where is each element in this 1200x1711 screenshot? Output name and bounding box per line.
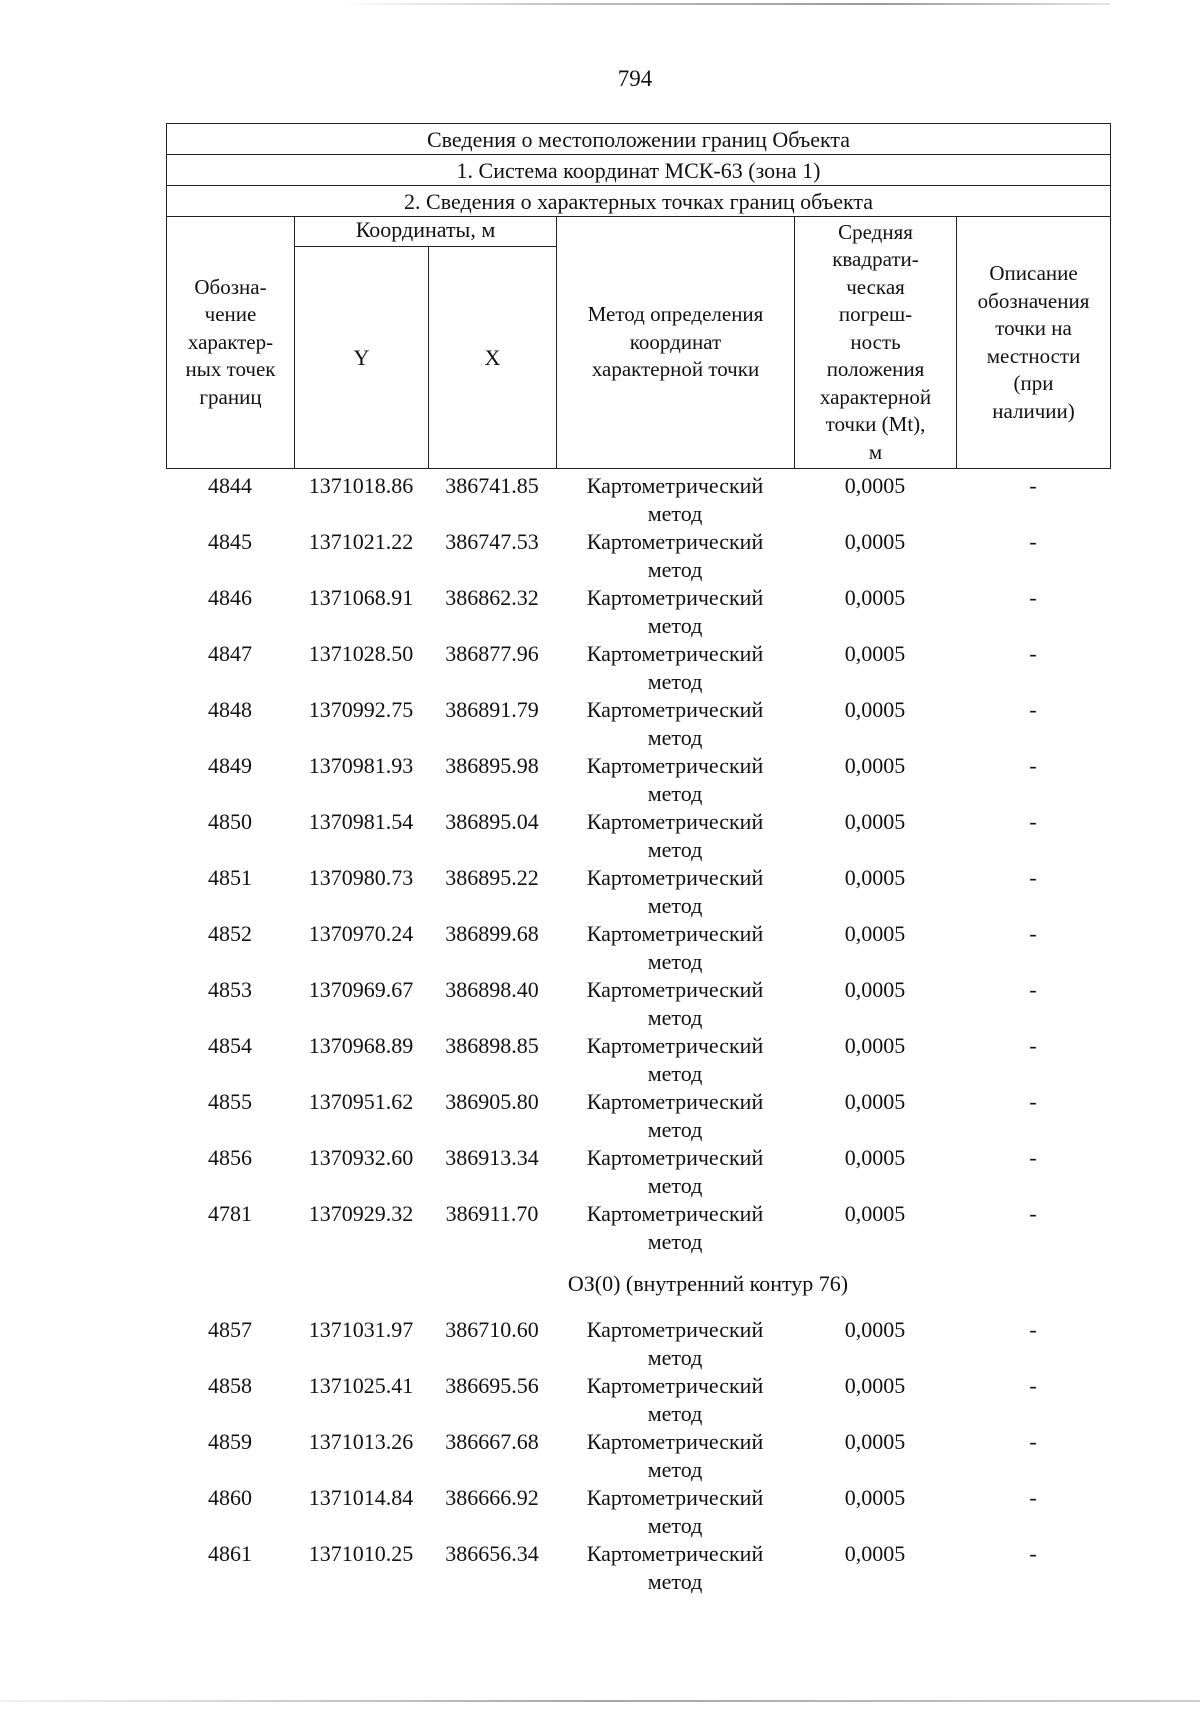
point-id: 4857 bbox=[208, 1317, 252, 1342]
description: - bbox=[1029, 641, 1037, 666]
error: 0,0005 bbox=[844, 921, 906, 946]
coord-x: 386710.60 bbox=[445, 1317, 539, 1342]
method: Картометрический метод bbox=[586, 1145, 764, 1198]
method: Картометрический метод bbox=[586, 977, 764, 1030]
col-header-x: X bbox=[429, 247, 557, 469]
method: Картометрический метод bbox=[586, 1317, 764, 1370]
description: - bbox=[1029, 1089, 1037, 1114]
error: 0,0005 bbox=[844, 697, 906, 722]
header-coord-system: 1. Система координат МСК-63 (зона 1) bbox=[167, 155, 1111, 186]
error: 0,0005 bbox=[844, 1317, 906, 1342]
coord-x: 386741.85 bbox=[445, 473, 539, 498]
coord-y: 1371031.97 bbox=[308, 1317, 414, 1342]
table-row bbox=[166, 472, 1110, 528]
table-row bbox=[166, 808, 1110, 864]
coord-y: 1371028.50 bbox=[308, 641, 414, 666]
error: 0,0005 bbox=[844, 753, 906, 778]
description: - bbox=[1029, 1429, 1037, 1454]
header-section: 2. Сведения о характерных точках границ объекта bbox=[167, 186, 1111, 217]
description: - bbox=[1029, 529, 1037, 554]
coord-y: 1370981.93 bbox=[308, 753, 414, 778]
coord-y: 1371013.26 bbox=[308, 1429, 414, 1454]
table-body bbox=[166, 472, 1110, 1596]
coord-x: 386911.70 bbox=[445, 1201, 539, 1226]
method: Картометрический метод bbox=[586, 1429, 764, 1482]
coord-x: 386895.04 bbox=[445, 809, 539, 834]
table-row bbox=[166, 528, 1110, 584]
col-header-coords: Координаты, м bbox=[295, 217, 557, 247]
point-id: 4855 bbox=[208, 1089, 252, 1114]
description: - bbox=[1029, 697, 1037, 722]
method: Картометрический метод bbox=[586, 865, 764, 918]
point-id: 4860 bbox=[208, 1485, 252, 1510]
coord-x: 386656.34 bbox=[445, 1541, 539, 1566]
description: - bbox=[1029, 809, 1037, 834]
coord-x: 386891.79 bbox=[445, 697, 539, 722]
method: Картометрический метод bbox=[586, 1089, 764, 1142]
method: Картометрический метод bbox=[586, 1541, 764, 1594]
point-id: 4859 bbox=[208, 1429, 252, 1454]
coord-y: 1370980.73 bbox=[308, 865, 414, 890]
error: 0,0005 bbox=[844, 1033, 906, 1058]
method: Картометрический метод bbox=[586, 697, 764, 750]
description: - bbox=[1029, 585, 1037, 610]
description: - bbox=[1029, 921, 1037, 946]
method: Картометрический метод bbox=[586, 809, 764, 862]
method: Картометрический метод bbox=[586, 1201, 764, 1254]
description: - bbox=[1029, 1485, 1037, 1510]
point-id: 4852 bbox=[208, 921, 252, 946]
point-id: 4861 bbox=[208, 1541, 252, 1566]
coord-y: 1371010.25 bbox=[308, 1541, 414, 1566]
coord-x: 386895.22 bbox=[445, 865, 539, 890]
table-row bbox=[166, 696, 1110, 752]
boundary-header-table bbox=[166, 123, 1111, 469]
point-id: 4854 bbox=[208, 1033, 252, 1058]
table-row bbox=[166, 752, 1110, 808]
description: - bbox=[1029, 865, 1037, 890]
error: 0,0005 bbox=[844, 1089, 906, 1114]
coord-x: 386905.80 bbox=[445, 1089, 539, 1114]
rows-inner-contour bbox=[166, 1316, 1110, 1596]
point-id: 4850 bbox=[208, 809, 252, 834]
table-row bbox=[166, 1428, 1110, 1484]
error: 0,0005 bbox=[844, 473, 906, 498]
error: 0,0005 bbox=[844, 641, 906, 666]
table-row bbox=[166, 640, 1110, 696]
coord-y: 1371018.86 bbox=[308, 473, 414, 498]
coord-y: 1370992.75 bbox=[308, 697, 414, 722]
description: - bbox=[1029, 753, 1037, 778]
col-header-y: Y bbox=[295, 247, 429, 469]
coord-x: 386667.68 bbox=[445, 1429, 539, 1454]
description: - bbox=[1029, 473, 1037, 498]
error: 0,0005 bbox=[844, 1541, 906, 1566]
col-header-point: Обозна- чение характер- ных точек границ bbox=[167, 217, 295, 469]
coord-y: 1370969.67 bbox=[308, 977, 414, 1002]
table-row bbox=[166, 1200, 1110, 1256]
scan-edge-bottom bbox=[0, 1700, 1200, 1702]
method: Картометрический метод bbox=[586, 1373, 764, 1426]
method: Картометрический метод bbox=[586, 753, 764, 806]
coord-y: 1370970.24 bbox=[308, 921, 414, 946]
coord-y: 1371068.91 bbox=[308, 585, 414, 610]
section-title: ОЗ(0) (внутренний контур 76) bbox=[567, 1271, 849, 1296]
method: Картометрический метод bbox=[586, 641, 764, 694]
coord-x: 386895.98 bbox=[445, 753, 539, 778]
error: 0,0005 bbox=[844, 1201, 906, 1226]
coord-x: 386898.85 bbox=[445, 1033, 539, 1058]
coord-y: 1370951.62 bbox=[308, 1089, 414, 1114]
coord-x: 386913.34 bbox=[445, 1145, 539, 1170]
coord-x: 386695.56 bbox=[445, 1373, 539, 1398]
coord-x: 386898.40 bbox=[445, 977, 539, 1002]
coord-y: 1370929.32 bbox=[308, 1201, 414, 1226]
point-id: 4853 bbox=[208, 977, 252, 1002]
point-id: 4844 bbox=[208, 473, 252, 498]
error: 0,0005 bbox=[844, 1429, 906, 1454]
table-row bbox=[166, 1088, 1110, 1144]
method: Картометрический метод bbox=[586, 1033, 764, 1086]
point-id: 4851 bbox=[208, 865, 252, 890]
coord-y: 1370981.54 bbox=[308, 809, 414, 834]
method: Картометрический метод bbox=[586, 529, 764, 582]
method: Картометрический метод bbox=[586, 585, 764, 638]
table-row bbox=[166, 1484, 1110, 1540]
description: - bbox=[1029, 1145, 1037, 1170]
page-number: 794 bbox=[617, 66, 653, 91]
error: 0,0005 bbox=[844, 1373, 906, 1398]
table-row bbox=[166, 976, 1110, 1032]
point-id: 4848 bbox=[208, 697, 252, 722]
error: 0,0005 bbox=[844, 865, 906, 890]
coord-x: 386899.68 bbox=[445, 921, 539, 946]
coord-y: 1370932.60 bbox=[308, 1145, 414, 1170]
error: 0,0005 bbox=[844, 585, 906, 610]
col-header-desc: Описание обозначения точки на местности (при наличии) bbox=[957, 217, 1111, 469]
table-row bbox=[166, 864, 1110, 920]
coord-x: 386862.32 bbox=[445, 585, 539, 610]
description: - bbox=[1029, 977, 1037, 1002]
col-header-method: Метод определения координат характерной точки bbox=[557, 217, 795, 469]
coord-x: 386747.53 bbox=[445, 529, 539, 554]
coord-y: 1371021.22 bbox=[308, 529, 414, 554]
point-id: 4781 bbox=[208, 1201, 252, 1226]
error: 0,0005 bbox=[844, 977, 906, 1002]
rows-outer-contour bbox=[166, 472, 1110, 1256]
error: 0,0005 bbox=[844, 529, 906, 554]
coord-y: 1370968.89 bbox=[308, 1033, 414, 1058]
coord-x: 386666.92 bbox=[445, 1485, 539, 1510]
description: - bbox=[1029, 1317, 1037, 1342]
table-row bbox=[166, 1032, 1110, 1088]
point-id: 4845 bbox=[208, 529, 252, 554]
coord-y: 1371014.84 bbox=[308, 1485, 414, 1510]
description: - bbox=[1029, 1541, 1037, 1566]
point-id: 4849 bbox=[208, 753, 252, 778]
method: Картометрический метод bbox=[586, 473, 764, 526]
error: 0,0005 bbox=[844, 1145, 906, 1170]
coord-x: 386877.96 bbox=[445, 641, 539, 666]
table-row bbox=[166, 1316, 1110, 1372]
table-row bbox=[166, 1372, 1110, 1428]
point-id: 4847 bbox=[208, 641, 252, 666]
method: Картометрический метод bbox=[586, 1485, 764, 1538]
header-title: Сведения о местоположении границ Объекта bbox=[167, 124, 1111, 155]
point-id: 4856 bbox=[208, 1145, 252, 1170]
coord-y: 1371025.41 bbox=[308, 1373, 414, 1398]
point-id: 4858 bbox=[208, 1373, 252, 1398]
col-header-error: Средняя квадрати- ческая погреш- ность положения характерной точки (Mt), м bbox=[795, 217, 957, 469]
description: - bbox=[1029, 1373, 1037, 1398]
point-id: 4846 bbox=[208, 585, 252, 610]
table-row bbox=[166, 584, 1110, 640]
description: - bbox=[1029, 1033, 1037, 1058]
error: 0,0005 bbox=[844, 809, 906, 834]
description: - bbox=[1029, 1201, 1037, 1226]
scan-edge-top bbox=[340, 3, 1110, 5]
table-row bbox=[166, 1540, 1110, 1596]
table-row bbox=[166, 920, 1110, 976]
method: Картометрический метод bbox=[586, 921, 764, 974]
table-row bbox=[166, 1144, 1110, 1200]
error: 0,0005 bbox=[844, 1485, 906, 1510]
